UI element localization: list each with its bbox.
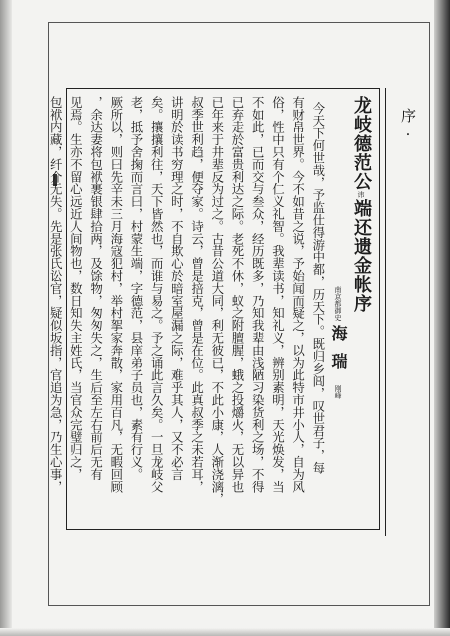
section-title: 序 ·: [399, 108, 417, 139]
author-prefix: 南京都御史: [334, 286, 342, 321]
text-column-14: 包袱内藏，纤介无失。先是张氏讼官，疑似坂指，官追为急，乃生心事，: [48, 96, 64, 493]
side-column-rule: [385, 88, 386, 536]
text-column-12: ，余达妻将包袱裹银肆拾两，及馀物，匆匆失之，生后至左右前后无有: [88, 96, 104, 481]
scan-edge-left: [0, 0, 12, 636]
text-column-13: 见焉。生亦不留心远近人间物也，数日知失主姓氏，当官众完璧归之，: [68, 96, 84, 481]
title-main: 龙岐德范公: [351, 96, 372, 191]
text-column-7: 叔季世利趋，便夺家。诗云，曾是掊克，曾是在位。此真叔季之未若耳，: [189, 96, 205, 493]
author-suffix: 刚峰: [334, 384, 342, 399]
text-column-5: 已弃走於富贵利达之际。老死不休，蚁之附膻腥，蛾之投爝火，无以异也: [229, 96, 245, 493]
text-column-10: 老，抵予舍掬而言曰，村蒙生端，字德范，县庠弟子员也，素有行义。: [128, 96, 144, 481]
text-column-4: 不如此，已而交与叁众，经历既多，乃知我辈由浅陋习染货利之场，不得: [250, 96, 266, 493]
title-rest: 端还遗金帐序: [351, 199, 372, 313]
author-name: 海瑞: [329, 324, 348, 381]
scan-edge-right: [434, 0, 450, 636]
text-column-11: 厥所以，则曰先辛未三月海寇犯村，举村挐家奔散，家用百凡，无暇回顾: [108, 96, 124, 493]
text-column-3: 俗，性中只有个仁义礼智。我辈读书，知礼义，辨别素明，天光焕发，当: [270, 96, 286, 493]
text-column-8: 讲明於读书穷理之时，不自欺心於暗室屋漏之际，难乎其人，又不必言: [169, 96, 185, 481]
author-line: [328, 96, 348, 526]
text-column-2: 有财帛世界。今不如昔之说，予始闻而疑之，以为此特市井小人，自为风: [290, 96, 306, 493]
text-column-1: 今天下何世哉，予监仕得游中都，历天下。既归乡闾，叹世君子，每: [310, 102, 326, 474]
title-note: 讳: [357, 191, 365, 199]
scan-edge-bottom: [0, 628, 450, 636]
document-title: [348, 96, 374, 526]
text-column-9: 矣。攘攘利往，天下皆然也，而谁与易之。予之诵此言久矣。一旦龙岐父: [149, 96, 165, 493]
document-body: [48, 96, 374, 526]
text-column-6: 已年来于井辈反为过之。古昔公道大同，利无彼已，不此小康，人渐浇漓，: [209, 96, 225, 506]
